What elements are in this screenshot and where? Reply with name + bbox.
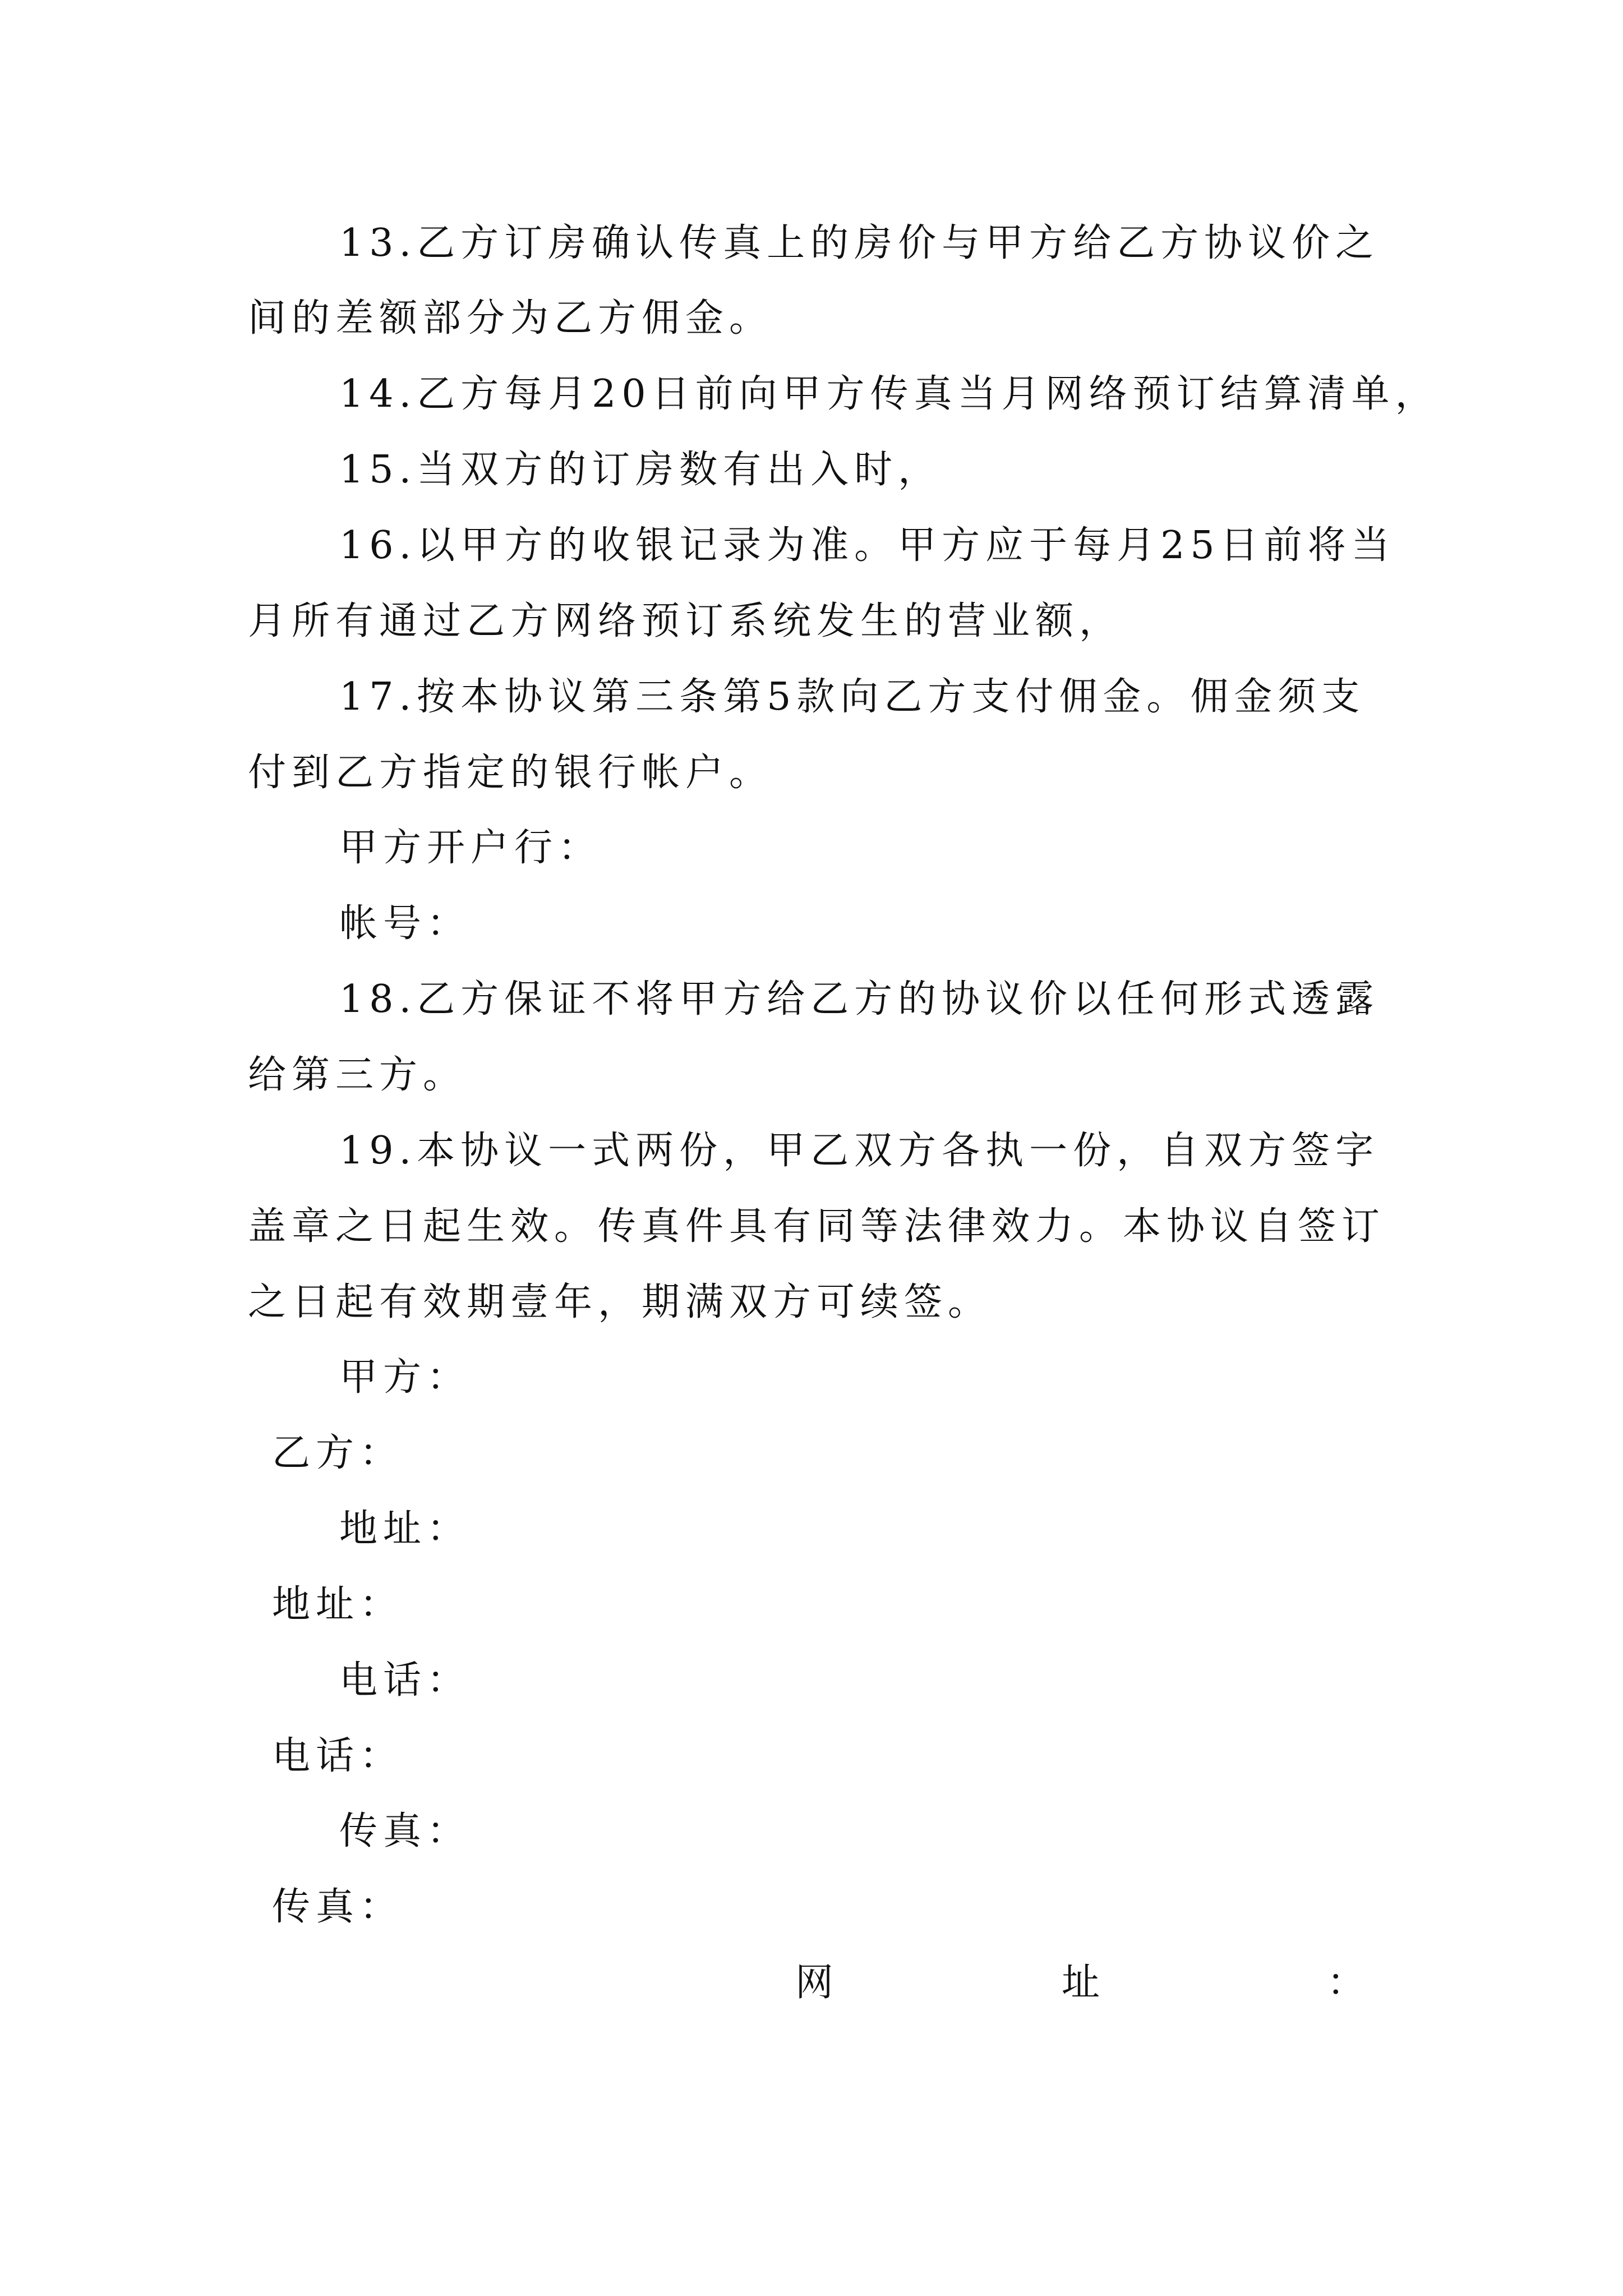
party-b-phone-label: 电话： [272, 1734, 404, 1778]
account-number-label: 帐号： [339, 901, 471, 946]
clause-13-line-2: 间的差额部分为乙方佣金。 [248, 296, 773, 341]
clause-19-line-1: 19.本协议一式两份，甲乙双方各执一份，自双方签字 [339, 1129, 1380, 1173]
website-label-char-2: 址 [1062, 1961, 1100, 2005]
clause-19-line-3: 之日起有效期壹年，期满双方可续签。 [248, 1280, 992, 1324]
clause-16-line-1: 16.以甲方的收银记录为准。甲方应于每月25日前将当 [339, 523, 1395, 568]
party-a-bank-label: 甲方开户行： [339, 826, 602, 870]
party-b-fax-label: 传真： [272, 1885, 404, 1929]
website-label-colon: ： [1327, 1961, 1366, 2005]
party-b-label: 乙方： [272, 1431, 404, 1475]
clause-14-line-1: 14.乙方每月20日前向甲方传真当月网络预订结算清单， [339, 372, 1439, 416]
clause-17-line-1: 17.按本协议第三条第5款向乙方支付佣金。佣金须支 [339, 675, 1366, 719]
clause-17-line-2: 付到乙方指定的银行帐户。 [248, 751, 773, 795]
party-a-label: 甲方： [339, 1355, 471, 1400]
clause-15-line-1: 15.当双方的订房数有出入时， [339, 448, 942, 492]
party-a-phone-label: 电话： [339, 1658, 471, 1703]
clause-18-line-1: 18.乙方保证不将甲方给乙方的协议价以任何形式透露 [339, 977, 1380, 1022]
clause-19-line-2: 盖章之日起生效。传真件具有同等法律效力。本协议自签订 [248, 1204, 1386, 1249]
party-a-fax-label: 传真： [339, 1809, 471, 1853]
clause-16-line-2: 月所有通过乙方网络预订系统发生的营业额， [248, 599, 1123, 643]
clause-13-line-1: 13.乙方订房确认传真上的房价与甲方给乙方协议价之 [339, 221, 1380, 265]
party-b-address-label: 地址： [272, 1582, 404, 1627]
party-a-address-label: 地址： [339, 1507, 471, 1551]
website-label-char-1: 网 [795, 1961, 834, 2005]
clause-18-line-2: 给第三方。 [248, 1053, 467, 1097]
